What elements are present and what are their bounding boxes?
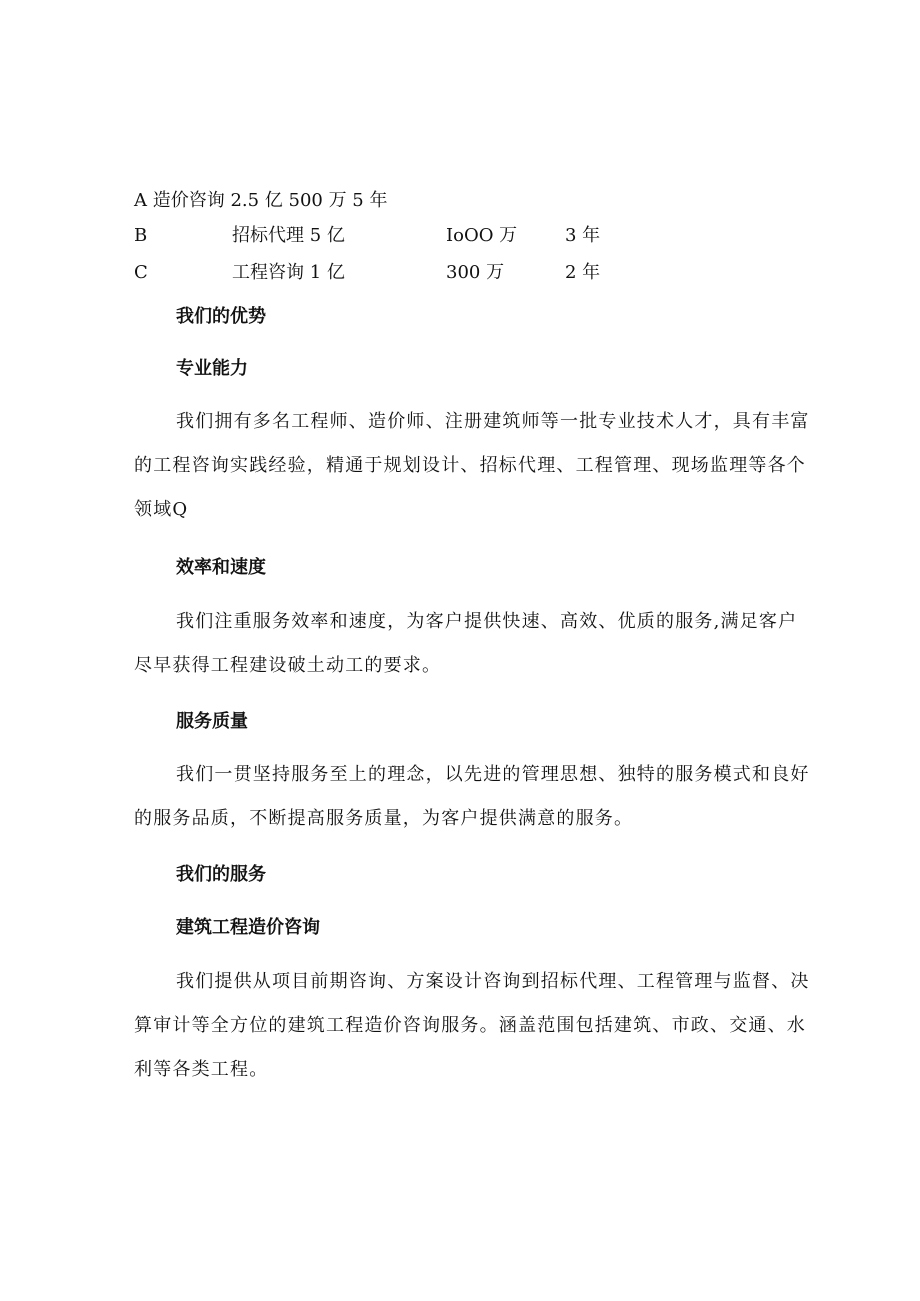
- years-cell: 3 年: [565, 225, 601, 246]
- section-heading-advantages: 我们的优势: [176, 306, 266, 327]
- grade-cell: C: [134, 262, 148, 283]
- subheading-expertise: 专业能力: [176, 358, 248, 379]
- paragraph-cost-consulting: 我们提供从项目前期咨询、方案设计咨询到招标代理、工程管理与监督、决算审计等全方位的建筑工程造价咨询服务。涵盖范围包括建筑、市政、交通、水利等各类工程。: [134, 971, 810, 1080]
- section-heading-services: 我们的服务: [176, 864, 266, 885]
- subheading-efficiency: 效率和速度: [176, 557, 266, 578]
- subheading-quality: 服务质量: [176, 711, 248, 732]
- service-cell: 招标代理 5 亿: [232, 225, 345, 246]
- fee-cell: 300 万: [446, 262, 505, 283]
- paragraph-quality: 我们一贯坚持服务至上的理念，以先进的管理思想、独特的服务模式和良好的服务品质，不断提高服务质量，为客户提供满意的服务。: [134, 764, 810, 829]
- subheading-cost-consulting: 建筑工程造价咨询: [176, 917, 320, 938]
- table-row-a: A 造价咨询 2.5 亿 500 万 5 年: [134, 190, 388, 211]
- years-cell: 2 年: [565, 262, 601, 283]
- paragraph-efficiency: 我们注重服务效率和速度，为客户提供快速、高效、优质的服务,满足客户尽早获得工程建设破土动工的要求。: [134, 611, 798, 676]
- paragraph-expertise: 我们拥有多名工程师、造价师、注册建筑师等一批专业技术人才，具有丰富的工程咨询实践经验，精通于规划设计、招标代理、工程管理、现场监理等各个领域Q: [134, 411, 810, 520]
- fee-cell: IoOO 万: [446, 225, 518, 246]
- grade-cell: B: [134, 225, 148, 246]
- service-cell: 工程咨询 1 亿: [232, 262, 345, 283]
